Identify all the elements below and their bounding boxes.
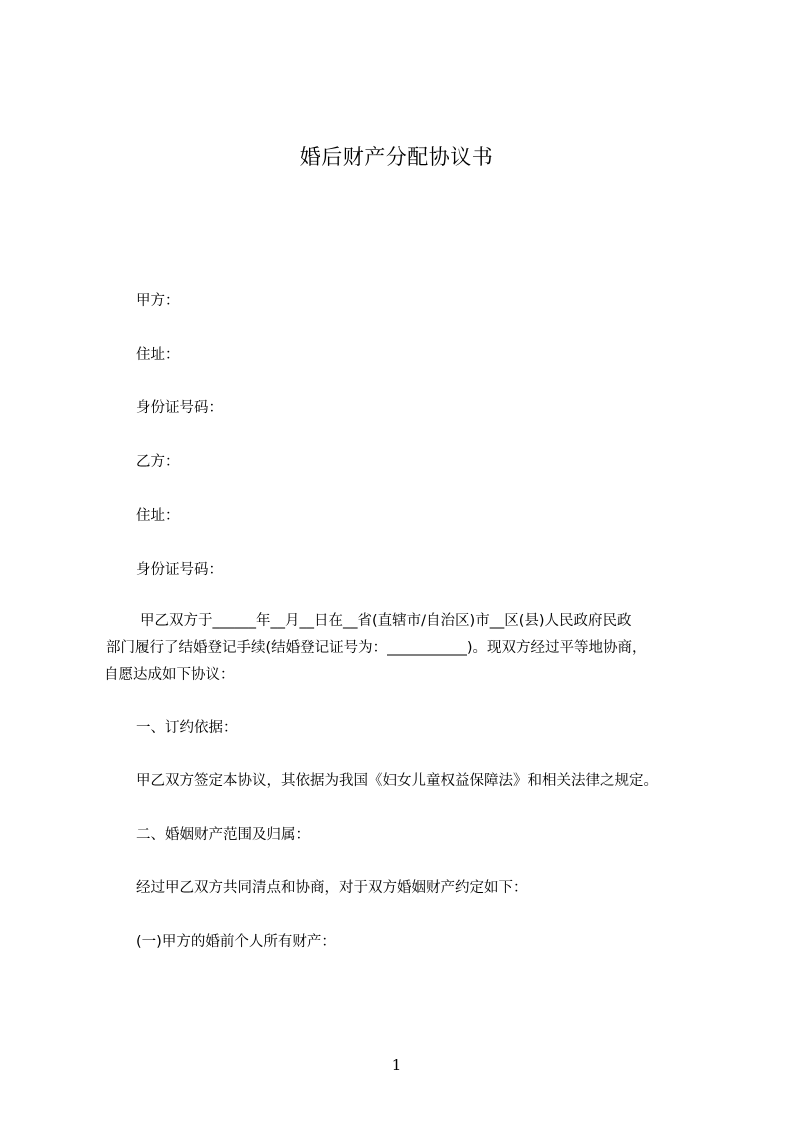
section1-heading: 一、订约依据：: [136, 720, 238, 736]
party-b-id-label: 身份证号码：: [136, 562, 223, 578]
intro-line-3: 自愿达成如下协议：: [104, 667, 235, 683]
party-b-address-label: 住址：: [136, 508, 180, 524]
intro-line-2: 部门履行了结婚登记手续(结婚登记证号为：___________)。现双方经过平等地协商，: [106, 640, 647, 656]
party-a-address-label: 住址：: [136, 347, 180, 363]
party-b-name-label: 乙方：: [136, 454, 180, 470]
party-a-name-label: 甲方：: [136, 293, 180, 309]
section1-text: 甲乙双方签定本协议，其依据为我国《妇女儿童权益保障法》和相关法律之规定。: [136, 773, 658, 789]
intro-line-1: 甲乙双方于______年__月__日在__省(直辖市/自治区)市__区(县)人民政府民政: [140, 613, 632, 629]
section2-heading: 二、婚姻财产范围及归属：: [136, 827, 310, 843]
document-title: 婚后财产分配协议书: [299, 145, 494, 169]
party-a-id-label: 身份证号码：: [136, 400, 223, 416]
subsection1-heading: (一)甲方的婚前个人所有财产：: [136, 934, 336, 950]
page-number: 1: [391, 1056, 402, 1074]
section2-text: 经过甲乙双方共同清点和协商，对于双方婚姻财产约定如下：: [136, 880, 528, 896]
intro-paragraph: [104, 611, 724, 681]
